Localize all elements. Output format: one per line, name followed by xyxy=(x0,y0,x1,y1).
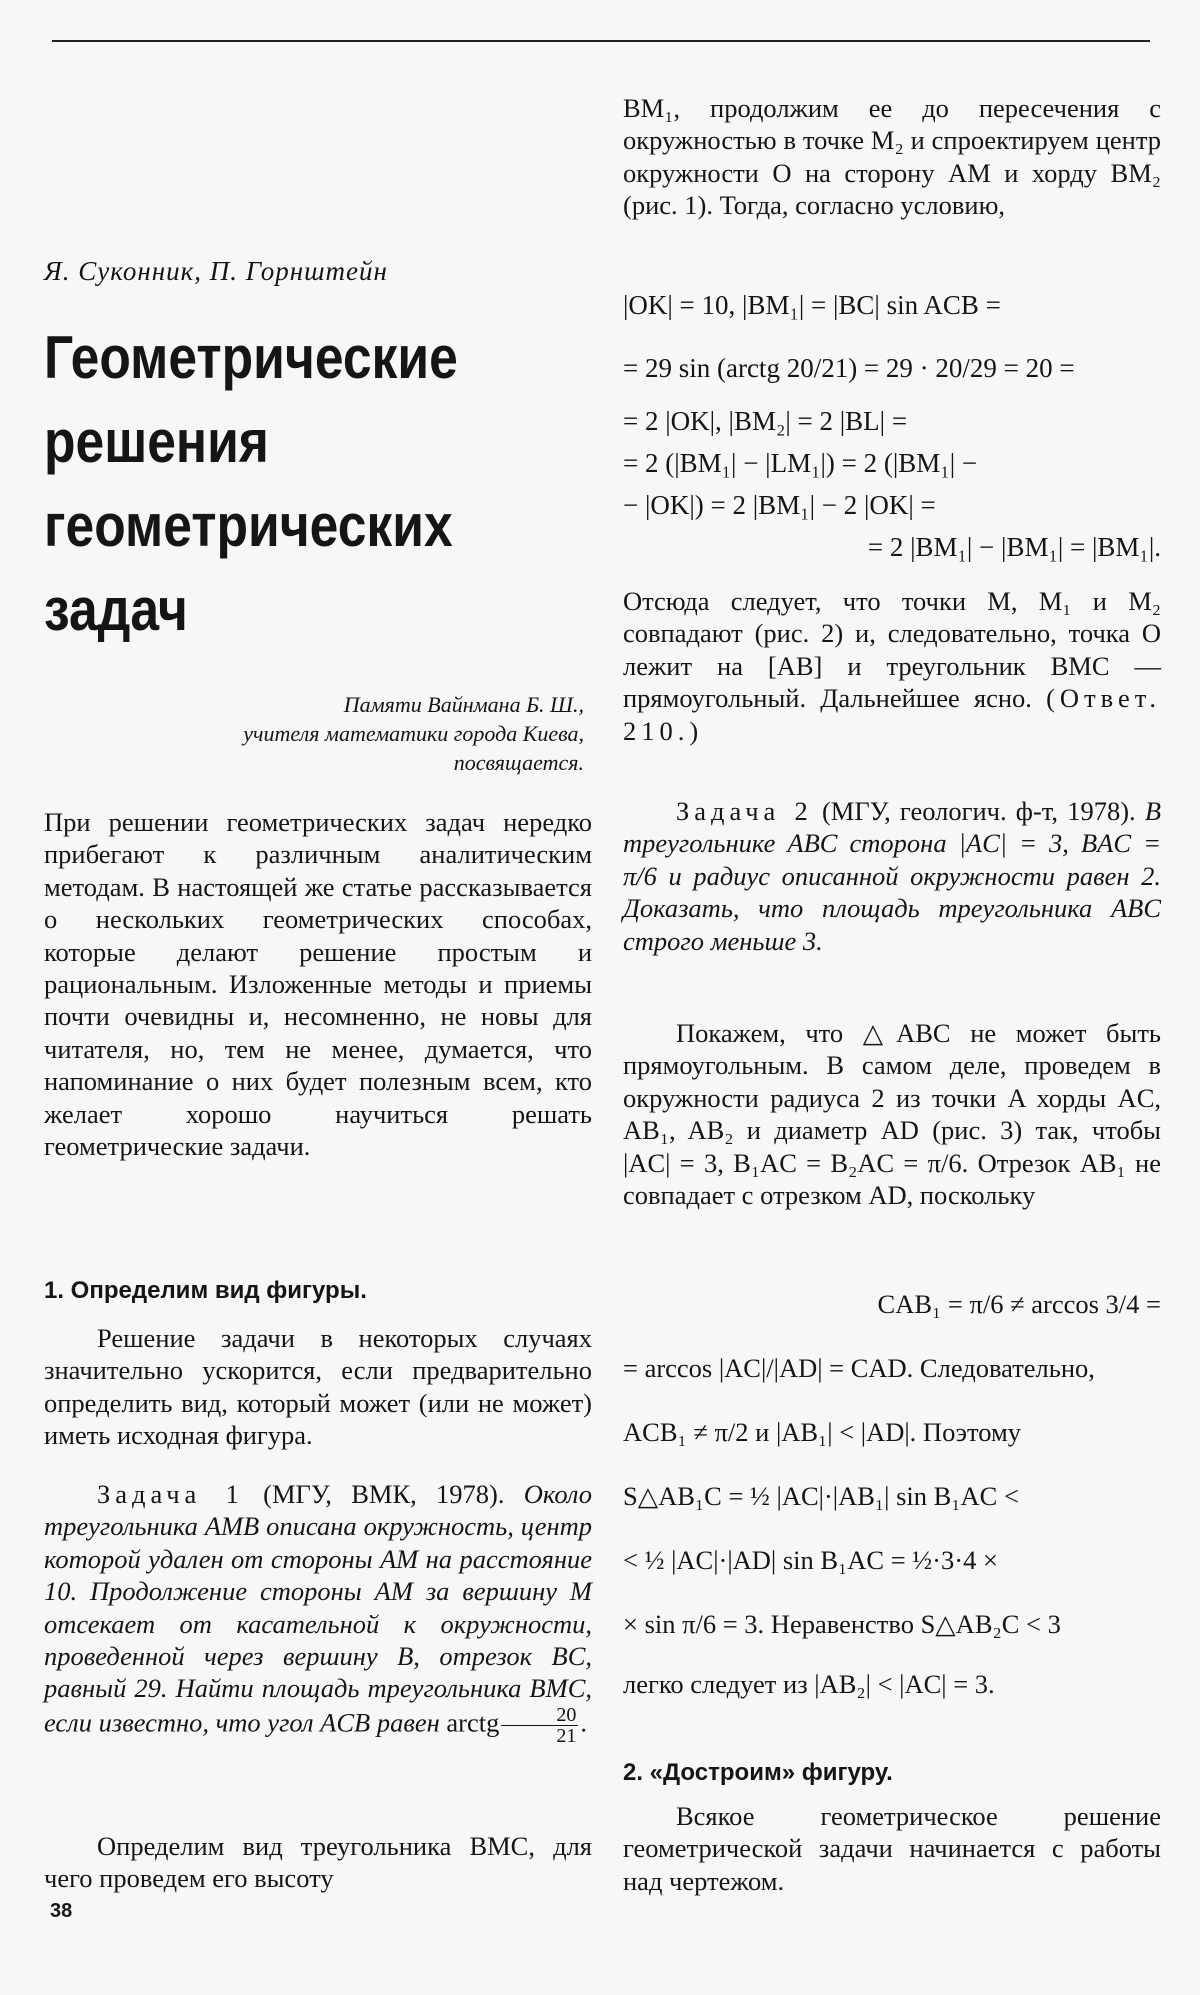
title-line: задач xyxy=(44,576,188,643)
title-line: решения xyxy=(44,408,269,475)
math-line: = 2 |BM₁| − |BM₁| = |BM₁|. xyxy=(867,532,1161,562)
task-1-source: (МГУ, ВМК, 1978). xyxy=(263,1479,505,1509)
task-1: Задача 1 (МГУ, ВМК, 1978). Около треугольника AMB описана окружность, центр которой удален от стороны AM на расстояние 10. Продолжение стороны AM за вершину M отсекает от касательной к окружности, проведенной через вершину B, отрезок BC, равный 29. Найти площадь треугольника BMC, если известно, что угол ACB равен arctg $\frac{20}{21}$ . xyxy=(44,1479,593,1747)
task-1-label: Задача 1 xyxy=(97,1479,244,1509)
section-1-heading: 1. Определим вид фигуры. xyxy=(44,1277,367,1304)
right-paragraph-2 xyxy=(623,585,1161,747)
answer-1: (Ответ. 210.) xyxy=(623,683,1161,746)
task-1-fraction xyxy=(501,1705,578,1746)
task-2-label: Задача 2 xyxy=(676,796,813,826)
fraction-numerator: 20 xyxy=(501,1705,578,1726)
math-line: = arccos |AC|/|AD| = CAD. Следовательно, xyxy=(623,1353,1095,1383)
math-line: = 2 (|BM₁| − |LM₁|) = 2 (|BM₁| − xyxy=(623,448,978,478)
task-2-source: (МГУ, геологич. ф-т, 1978). xyxy=(821,796,1136,826)
task-2-end: легко следует из |AB₂| < |AC| = 3. xyxy=(623,1669,995,1699)
task-2-solution: Покажем, что △ABC не может быть прямоугольным. В самом деле, проведем в окружности радиуса 2 из точки A хорды AC, AB₁, AB₂ и диаметр AD (рис. 3) так, чтобы |AC| = 3, B₁AC = B₂AC = π/6. Отрезок AB₁ не совпадает с отрезком AD, поскольку xyxy=(623,1018,1161,1211)
math-block-2 xyxy=(623,1272,1161,1656)
dedication-line: посвящается. xyxy=(453,750,584,775)
intro-paragraph: При решении геометрических задач нередко прибегают к различным аналитическим методам. В настоящей же статье рассказывается о нескольких геометрических способах, которые делают решение простым и рациональным. Изложенные методы и приемы почти очевидны и, несомненно, не новы для читателя, но, тем не менее, думается, что напоминание о них будет полезным всем, кто желает хорошо научиться решать геометрические задачи. xyxy=(44,807,592,1162)
math-line: = 2 |OK|, |BM₂| = 2 |BL| = xyxy=(623,406,908,436)
section-2-paragraph: Всякое геометрическое решение геометрической задачи начинается с работы над чертежом. xyxy=(623,1801,1161,1896)
section-2-heading: 2. «Достроим» фигуру. xyxy=(623,1759,893,1786)
math-line: ACB₁ ≠ π/2 и |AB₁| < |AD|. Поэтому xyxy=(623,1417,1022,1447)
dedication xyxy=(44,690,584,777)
task-2 xyxy=(623,795,1161,957)
dedication-line: Памяти Вайнмана Б. Ш., xyxy=(343,692,584,717)
task-1-arctg: arctg xyxy=(446,1707,500,1738)
dedication-line: учителя математики города Киева, xyxy=(243,721,584,746)
section-1-paragraph: Решение задачи в некоторых случаях значительно ускорится, если предварительно определить вид, который может (или не может) иметь исходная фигура. xyxy=(44,1323,592,1451)
fraction-denominator: 21 xyxy=(556,1724,577,1747)
math-line: S△AB₁C = ½ |AC|·|AB₁| sin B₁AC < xyxy=(623,1481,1019,1511)
math-line: CAB₁ = π/6 ≠ arccos 3/4 = xyxy=(877,1289,1161,1319)
top-rule xyxy=(52,40,1150,42)
conclusion-text: Отсюда следует, что точки M, M₁ и M₂ совпадают (рис. 2) и, следовательно, точка O лежит на [AB] и треугольник BMC — прямоугольный. Дальнейшее ясно. xyxy=(623,586,1161,714)
math-line: − |OK|) = 2 |BM₁| − 2 |OK| = xyxy=(623,490,936,520)
math-line: = 29 sin (arctg 20/21) = 29 · 20/29 = 20 = xyxy=(623,353,1075,383)
math-line: < ½ |AC|·|AD| sin B₁AC = ½·3·4 × xyxy=(623,1545,998,1575)
article-title xyxy=(44,316,526,652)
authors: Я. Суконник, П. Горнштейн xyxy=(44,256,388,286)
task-2-text: В треугольнике ABC сторона |AC| = 3, BAC = π/6 и радиус описанной окружности равен 2. Доказать, что площадь треугольника ABC строго меньше 3. xyxy=(623,796,1162,956)
right-paragraph-1: BM₁, продолжим ее до пересечения с окружностью в точке M₂ и спроектируем центр окружности O на сторону AM и хорду BM₂ (рис. 1). Тогда, согласно условию, xyxy=(623,93,1161,221)
page-number: 38 xyxy=(50,1900,73,1922)
task-1-text: Около треугольника AMB описана окружность, центр которой удален от стороны AM на расстояние 10. Продолжение стороны AM за вершину M отсекает от касательной к окружности, проведенной через вершину B, отрезок BC, равный 29. Найти площадь треугольника BMC, если известно, что угол ACB равен xyxy=(44,1479,593,1738)
math-line: |OK| = 10, |BM₁| = |BC| sin ACB = xyxy=(623,290,1001,320)
math-line: × sin π/6 = 3. Неравенство S△AB₂C < 3 xyxy=(623,1609,1061,1639)
math-block-1 xyxy=(623,274,1161,568)
title-line: геометрических xyxy=(44,492,453,559)
title-line: Геометрические xyxy=(44,324,458,391)
section-1-paragraph-2: Определим вид треугольника BMC, для чего проведем его высоту xyxy=(44,1831,592,1894)
